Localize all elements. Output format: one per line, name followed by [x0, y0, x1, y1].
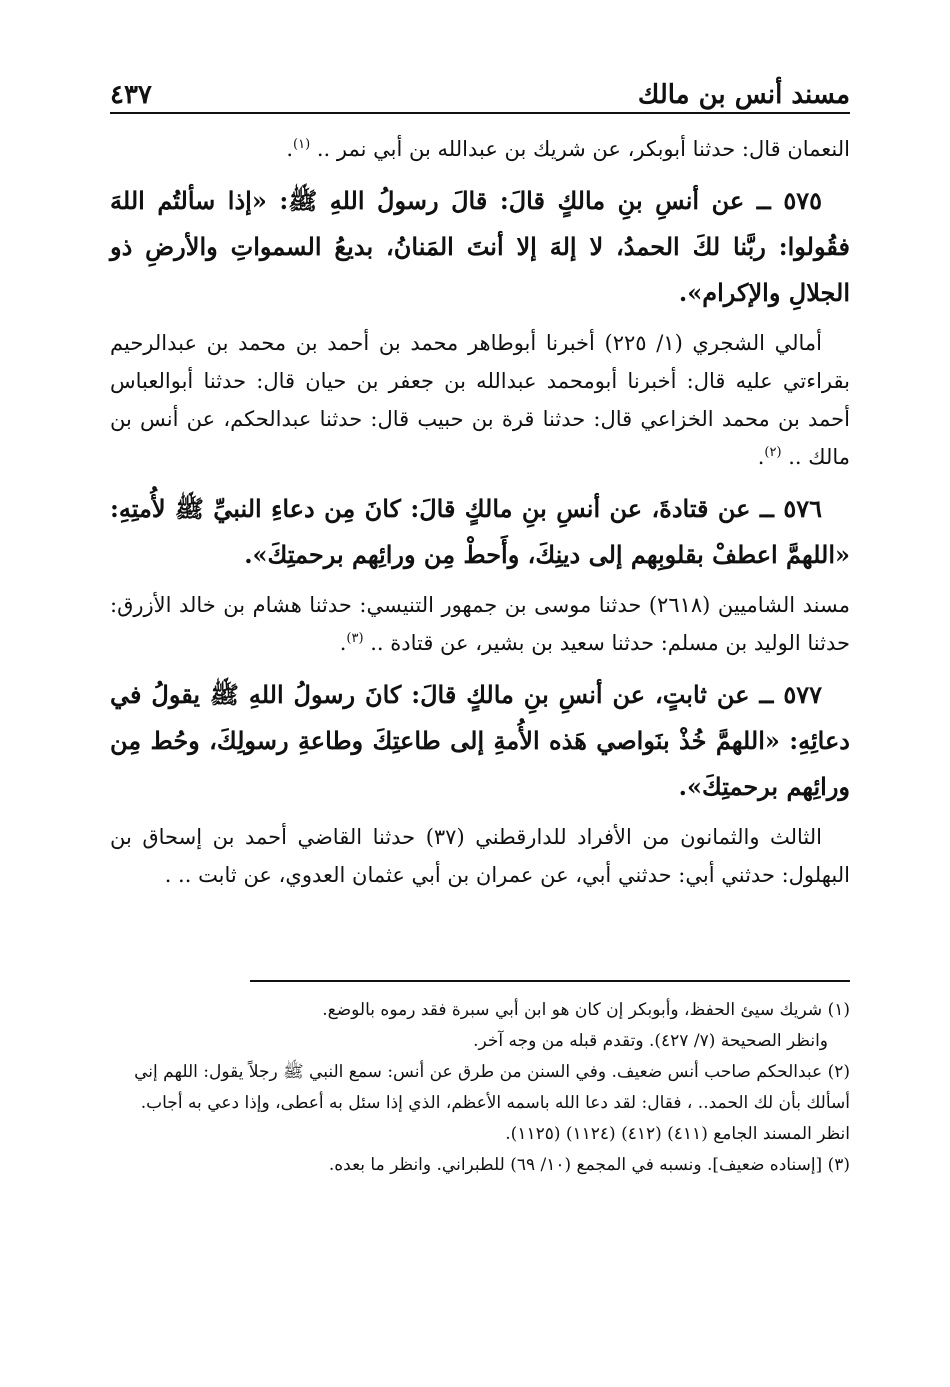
footnote-2: (٢) عبدالحكم صاحب أنس ضعيف. وفي السنن من طرق عن أنس: سمع النبي ﷺ رجلاً يقول: اللهم إني أسألك بأن لك الحمد.. ، فقال: لقد دعا الله باسمه الأعظم، الذي إذا سئل به أعطى، وإذا دعي به أجاب. انظر المسند الجامع (٤١١) (٤١٢) (١١٢٤) (١١٢٥).: [134, 1062, 850, 1144]
footnote-3: (٣) [إسناده ضعيف]. ونسبه في المجمع (١٠/ ٦٩) للطبراني. وانظر ما بعده.: [328, 1155, 850, 1175]
footnote-1-continued: وانظر الصحيحة (٧/ ٤٢٧). وتقدم قبله من وجه آخر.: [473, 1031, 828, 1051]
footnote-divider: [250, 980, 850, 982]
book-page: [110, 60, 850, 1340]
isnad-paragraph: مسند الشاميين (٢٦١٨) حدثنا موسى بن جمهور التنيسي: حدثنا هشام بن خالد الأزرق: حدثنا الوليد بن مسلم: حدثنا سعيد بن بشير، عن قتادة .. $^{(٣)}$.: [110, 593, 850, 655]
hadith-575: ٥٧٥ ــ عن أنسِ بنِ مالكٍ قالَ: قالَ رسولُ اللهِ ﷺ: «إذا سألتُم اللهَ فقُولوا: ربَّنا لكَ الحمدُ، لا إلهَ إلا أنتَ المَنانُ، بديعُ السمواتِ والأرضِ ذو الجلالِ والإكرام».: [110, 186, 850, 307]
header-divider: [110, 112, 850, 114]
footnotes: [110, 995, 850, 1181]
isnad-paragraph: أمالي الشجري (١/ ٢٢٥) أخبرنا أبوطاهر محمد بن أحمد بن محمد بن عبدالرحيم بقراءتي عليه قال: أخبرنا أبومحمد عبدالله بن جعفر بن حيان قال: حدثنا أبوالعباس أحمد بن محمد الخزاعي قال: حدثنا قرة بن حبيب قال: حدثنا عبدالحكم، عن أنس بن مالك .. $^{(٢)}$.: [110, 331, 850, 469]
footnote-ref: (١): [293, 137, 311, 152]
running-title: مسند أنس بن مالك: [637, 80, 850, 110]
footnote-ref: (٢): [764, 445, 782, 460]
isnad-paragraph: النعمان قال: حدثنا أبوبكر، عن شريك بن عبدالله بن أبي نمر .. $^{(١)}$.: [286, 137, 850, 161]
page-header: [110, 70, 850, 110]
main-text: [110, 130, 850, 904]
footnote-1: (١) شريك سيئ الحفظ، وأبوبكر إن كان هو ابن أبي سبرة فقد رموه بالوضع.: [322, 1000, 850, 1020]
page-number: ٤٣٧: [110, 80, 152, 110]
footnote-ref: (٣): [346, 631, 364, 646]
isnad-paragraph: الثالث والثمانون من الأفراد للدارقطني (٣٧) حدثنا القاضي أحمد بن إسحاق بن البهلول: حدثني أبي: حدثني أبي، عن عمران بن أبي عثمان العدوي، عن ثابت .. .: [110, 825, 850, 887]
hadith-576: ٥٧٦ ــ عن قتادةَ، عن أنسِ بنِ مالكٍ قالَ: كانَ مِن دعاءِ النبيِّ ﷺ لأُمتِهِ: «اللهمَّ اعطفْ بقلوبِهم إلى دينِكَ، وأَحطْ مِن ورائِهم برحمتِكَ».: [110, 494, 850, 569]
hadith-577: ٥٧٧ ــ عن ثابتٍ، عن أنسِ بنِ مالكٍ قالَ: كانَ رسولُ اللهِ ﷺ يقولُ في دعائِهِ: «اللهمَّ خُذْ بنَواصي هَذه الأُمةِ إلى طاعتِكَ وطاعةِ رسولِكَ، وحُط مِن ورائِهم برحمتِكَ».: [110, 680, 850, 801]
